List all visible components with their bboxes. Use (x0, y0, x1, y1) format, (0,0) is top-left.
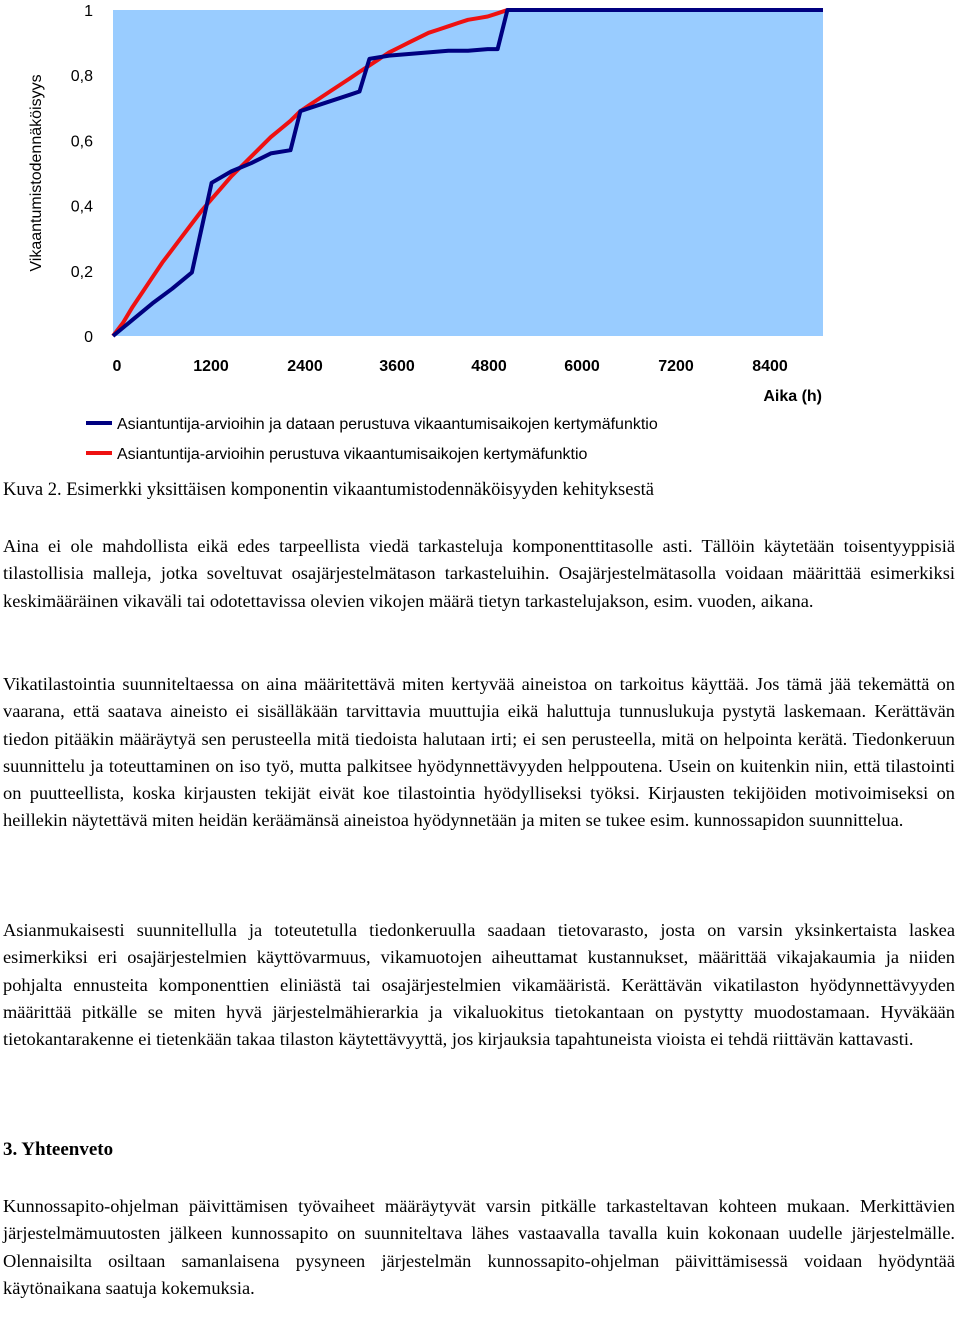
x-tick-labels (113, 358, 788, 375)
figure-caption: Kuva 2. Esimerkki yksittäisen komponentin vikaantumistodennäköisyyden kehityksestä (3, 480, 654, 500)
x-tick-label: 2400 (287, 358, 323, 375)
y-tick-labels (71, 3, 93, 346)
paragraph-1: Aina ei ole mahdollista eikä edes tarpeellista viedä tarkasteluja komponenttitasolle asti. Tällöin käytetään toisentyyppisiä tilastollisia malleja, jotka soveltuvat osajärjestelmätason tarkasteluihin. Osajärjestelmätasolla voidaan määrittää esimerkiksi keskimääräinen vikaväli tai odotettavissa olevien vikojen määrä tietyn tarkastelujakson, esim. vuoden, aikana. (3, 536, 955, 611)
x-tick-label: 1200 (193, 358, 229, 375)
y-tick-label: 0,4 (70, 198, 93, 216)
y-tick-label: 0,2 (70, 263, 93, 281)
plot-area (113, 10, 823, 336)
x-tick-label: 8400 (752, 358, 788, 375)
chart-container (0, 0, 960, 470)
y-tick-label: 0 (84, 329, 93, 346)
y-tick-label: 1 (84, 3, 93, 20)
y-axis-label: Vikaantumistodennäköisyys (28, 74, 45, 272)
legend-label-blue: Asiantuntija-arvioihin ja dataan perustuva vikaantumisaikojen kertymäfunktio (117, 416, 658, 433)
x-tick-label: 0 (112, 358, 122, 375)
x-tick-label: 7200 (658, 358, 694, 375)
legend (86, 416, 658, 463)
y-tick-label: 0,6 (70, 133, 93, 151)
paragraph-2: Vikatilastointia suunniteltaessa on aina määritettävä miten kertyvää aineistoa on tarkoitus käyttää. Jos tämä jää tekemättä on vaarana, että saatava aineisto ei sisälläkään tarvittavia muuttujia eikä haluttuja tunnuslukuja pystytä laskemaan. Kerättävän tiedon pitääkin määräytyä sen perusteella mitä tiedoista halutaan irti; ei sen perusteella, mitä on helpointa kerätä. Tiedonkeruun suunnittelu ja toteuttaminen on iso työ, mutta palkitsee hyödynnettävyyden helppoutena. Usein on kuitenkin niin, että tilastointi on puutteellista, koska kirjausten tekijät eivät koe tilastointia hyödylliseksi työksi. Kirjausten tekijöiden motivoimiseksi on heillekin näytettävä miten heidän keräämänsä aineistoa hyödynnetään ja miten se tukee esim. kunnossapidon suunnittelua. (3, 674, 955, 831)
y-tick-label: 0,8 (70, 68, 93, 86)
x-tick-label: 4800 (471, 358, 507, 375)
x-tick-label: 3600 (379, 358, 415, 375)
x-tick-label: 6000 (564, 358, 600, 375)
legend-label-red: Asiantuntija-arvioihin perustuva vikaantumisaikojen kertymäfunktio (117, 446, 588, 463)
paragraph-4: Kunnossapito-ohjelman päivittämisen työvaiheet määräytyvät varsin pitkälle tarkasteltavan kohteen mukaan. Merkittävien järjestelmämuutosten jälkeen kunnossapito on suunniteltava lähes vastaavalla tavalla kuin kokonaan uudelle järjestelmälle. Olennaisilta osiltaan samanlaisena pysyneen järjestelmän kunnossapito-ohjelman päivittämisessä voidaan hyödyntää käytönaikana saatuja kokemuksia. (3, 1196, 955, 1298)
section-heading: 3. Yhteenveto (3, 1139, 114, 1160)
cdf-chart (0, 0, 960, 470)
x-axis-label: Aika (h) (763, 388, 822, 405)
paragraph-3: Asianmukaisesti suunnitellulla ja toteutetulla tiedonkeruulla saadaan tietovarasto, josta on varsin yksinkertaista laskea esimerkiksi eri osajärjestelmien käyttövarmuus, vikamuotojen aiheuttamat kustannukset, määrittää vikajakaumia ja niiden pohjalta ennusteita komponenttien eliniästä tai osajärjestelmien vikamääristä. Kerättävän vikatilaston hyödynnettävyyden määrittää pitkälle se miten hyvä järjestelmähierarkia ja vikaluokitus tietokantaan on pystytty muodostamaan. Hyväkään tietokantarakenne ei tietenkään takaa tilaston käytettävyyttä, jos kirjauksia tapahtuneista vioista ei tehdä riittävän kattavasti. (3, 920, 955, 1050)
